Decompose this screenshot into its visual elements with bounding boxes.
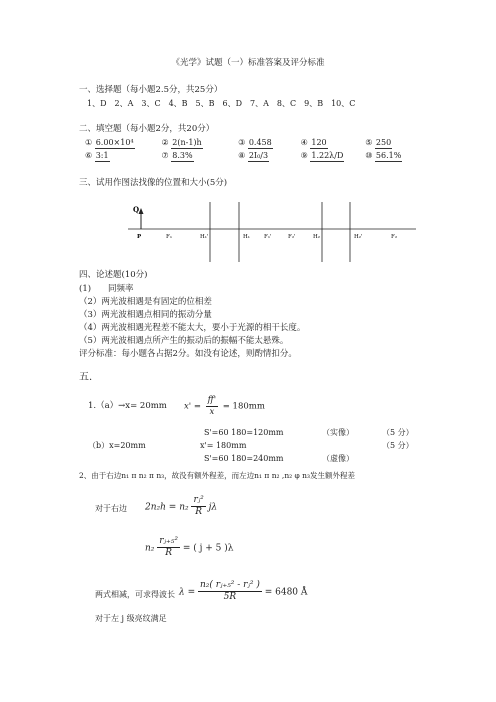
label-f2: F₂	[391, 234, 398, 240]
section-5-heading: 五.	[79, 372, 93, 383]
equation-1: 2n₂h = n₂ $\frac{\text{rⱼ²}}{R}$ jλ	[145, 495, 218, 518]
page-title: 《光学》试题（一）标准答案及评分标准	[171, 58, 325, 68]
problem-1a-s: S'=60 180=120mm	[204, 428, 284, 437]
label-f2p: F₂'	[288, 234, 296, 240]
problem-2-text: 2、由于右边n₁ π n₂ π n₃，故没有额外程差，而左边n₁ π n₂ ,n₂ φ n₃发生额外程差	[79, 471, 356, 480]
label-h2: H₂	[313, 234, 321, 240]
blank-8: 2I₀/3	[248, 151, 269, 160]
left-text: 对于左 j 级亮纹满足	[95, 614, 167, 623]
blank-9: 1.22λ/D	[311, 151, 344, 160]
subtract-text: 两式相减，可求得波长	[95, 590, 175, 599]
label-h1: H₁	[243, 234, 251, 240]
discussion-item-4: （4）两光波相遇光程差不能太大，要小于光源的相干长度。	[79, 323, 306, 333]
label-q: Q	[133, 205, 140, 214]
section-2-heading: 二、填空题（每小题2分，共20分）	[79, 124, 215, 134]
problem-1a-formula: x' = $\frac{ff'}{x}$ = 180mm	[184, 395, 265, 417]
blank-7: 8.3%	[172, 151, 193, 160]
label-f1p: F₁'	[264, 234, 272, 240]
problem-1b-type: （虚像）	[322, 454, 354, 463]
fill-row-1: ① 6.00×10⁴ ② 2(n-1)h ③ 0.458 ④ 120 ⑤ 250	[85, 138, 392, 147]
problem-1a-score: （5 分）	[382, 428, 414, 437]
problem-1a-type: （实像）	[322, 428, 354, 437]
discussion-item-5: （5）两光波相遇点所产生的振动后的振幅不能太悬殊。	[79, 336, 289, 346]
scoring-note: 评分标准：每小题各占据2分。如没有论述，则酌情扣分。	[79, 349, 297, 359]
blank-3: 0.458	[248, 138, 272, 147]
label-f1: F₁	[166, 234, 173, 240]
problem-1b-x: x'= 180mm	[200, 441, 247, 450]
equation-2: n₂ $\frac{\text{rⱼ₊₅²}}{R}$ = ( j + 5 )λ	[145, 536, 234, 559]
equation-3: λ = $\frac{\text{n₂( rⱼ₊₅² - rⱼ² )}}{5R}$ = 6480 Å	[179, 580, 308, 603]
section-4-heading: 四、论述题(10分)	[79, 270, 148, 280]
blank-4: 120	[311, 138, 327, 147]
label-h1p: H₁'	[200, 234, 209, 240]
problem-1b-score: （5 分）	[382, 441, 414, 450]
problem-1b-label: （b）x=20mm	[88, 441, 146, 450]
label-h2p: H₂'	[354, 234, 363, 240]
section-1-heading: 一、选择题（每小题2.5分，共25分）	[79, 85, 223, 95]
object-arrow-head	[139, 208, 144, 214]
problem-1a-label: 1.（a）→x= 20mm	[88, 401, 167, 411]
section-1-answers: 1、D 2、A 3、C 4、B 5、B 6、D 7、A 8、C 9、B 10、C	[87, 99, 356, 108]
label-p: P	[137, 234, 142, 240]
discussion-item-2: （2）两光波相遇是有固定的位相差	[79, 297, 212, 307]
discussion-item-3: （3）两光波相遇点相同的振动分量	[79, 310, 212, 320]
problem-1b-s: S'=60 180=240mm	[204, 454, 284, 463]
fill-row-2: ⑥ 3:1 ⑦ 8.3% ⑧ 2I₀/3 ⑨ 1.22λ/D ⑩ 56.1%	[85, 151, 402, 160]
section-3-heading: 三、试用作图法找像的位置和大小(5分)	[79, 178, 228, 188]
problem-2-right-label: 对于右边	[95, 504, 127, 513]
blank-1: 6.00×10⁴	[95, 138, 134, 147]
blank-10: 56.1%	[375, 151, 402, 160]
blank-5: 250	[375, 138, 392, 147]
discussion-item-1: (1) 同频率	[79, 284, 134, 294]
blank-2: 2(n-1)h	[172, 138, 202, 147]
blank-6: 3:1	[95, 151, 109, 160]
